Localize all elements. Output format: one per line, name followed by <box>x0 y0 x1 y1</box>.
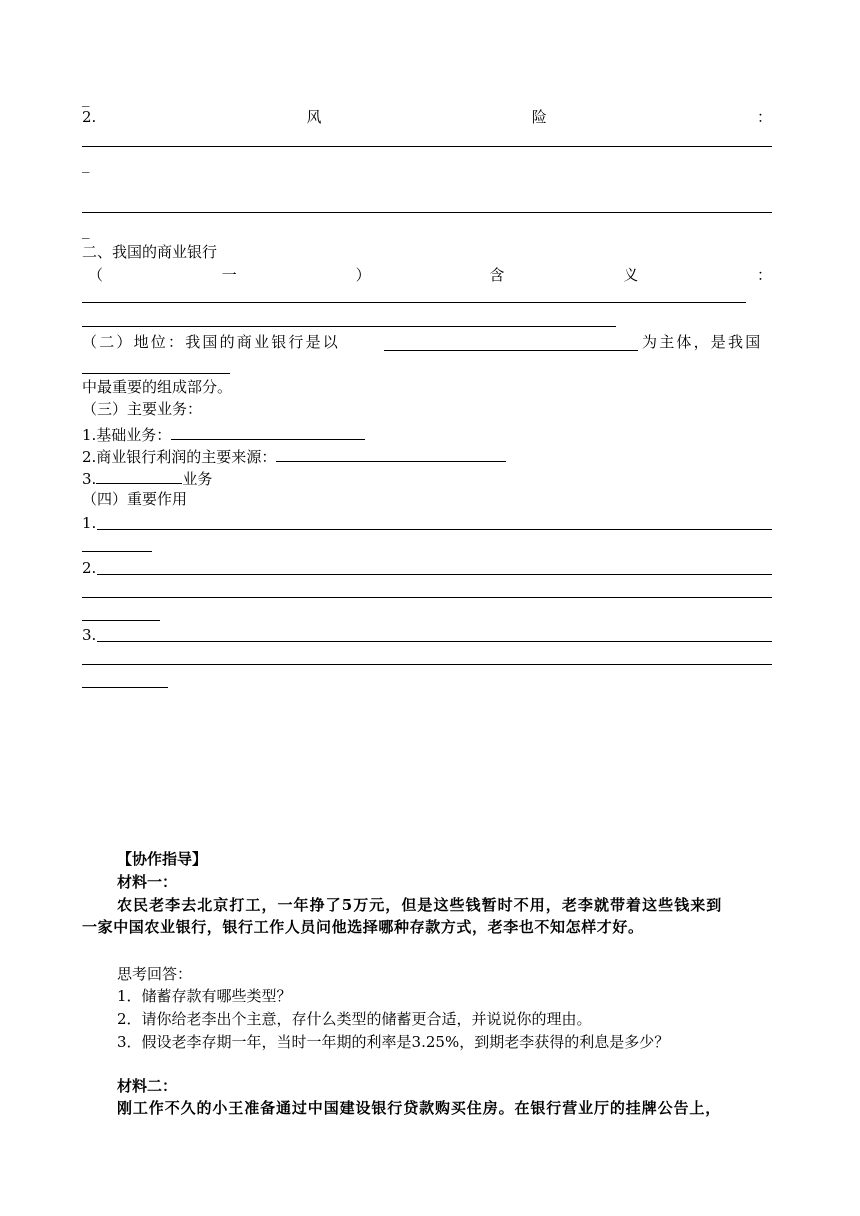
question-3: 3．假设老李存期一年，当时一年期的利率是3.25%，到期老李获得的利息是多少？ <box>117 1033 670 1051</box>
risk-colon: ： <box>756 108 772 126</box>
role-item-3-number: 3. <box>82 626 97 644</box>
answer-line[interactable] <box>82 687 168 688</box>
collab-heading: 【协作指导】 <box>117 850 208 868</box>
stray-dash: _ <box>82 155 90 173</box>
answer-line[interactable] <box>82 212 772 213</box>
section-heading: 二、我国的商业银行 <box>82 243 218 261</box>
question-1: 1．储蓄存款有哪些类型？ <box>117 987 292 1005</box>
answer-line[interactable] <box>82 664 772 665</box>
business-item-2-label: 2.商业银行利润的主要来源： <box>82 448 277 466</box>
answer-line[interactable] <box>82 551 152 552</box>
stray-dash-top: _ <box>82 89 90 107</box>
answer-line[interactable] <box>97 529 772 530</box>
business-item-2 <box>82 445 506 467</box>
answer-line[interactable] <box>82 302 746 303</box>
material2-title: 材料二： <box>117 1077 178 1095</box>
business-item-3-suffix: 业务 <box>182 470 213 488</box>
meaning-number: 一 <box>221 266 237 284</box>
business-blank-1[interactable] <box>171 423 365 440</box>
position-blank[interactable] <box>384 350 638 351</box>
business-item-3 <box>82 467 212 489</box>
risk-number: 2. <box>82 108 97 126</box>
meaning-paren-close: ） <box>355 266 371 284</box>
meaning-char-1: 含 <box>489 266 505 284</box>
risk-char-2: 险 <box>531 108 547 126</box>
material1-text-line1: 农民老李去北京打工，一年挣了5万元，但是这些钱暂时不用，老李就带着这些钱来到 <box>117 896 723 914</box>
role-item-2-number: 2. <box>82 559 97 577</box>
position-suffix: 中最重要的组成部分。 <box>82 378 233 396</box>
meaning-char-2: 义 <box>623 266 639 284</box>
position-blank-2[interactable] <box>82 373 230 374</box>
answer-line[interactable] <box>82 146 772 147</box>
business-item-1 <box>82 423 365 445</box>
meaning-colon: ： <box>756 266 772 284</box>
material1-text-line2: 一家中国农业银行，银行工作人员问他选择哪种存款方式，老李也不知怎样才好。 <box>82 918 644 936</box>
answer-line[interactable] <box>82 597 772 598</box>
role-item-1-number: 1. <box>82 514 97 532</box>
role-heading: （四）重要作用 <box>82 490 188 508</box>
business-blank-3[interactable] <box>96 467 182 484</box>
question-2: 2．请你给老李出个主意，存什么类型的储蓄更合适，并说说你的理由。 <box>117 1010 592 1028</box>
material2-text-line1: 刚工作不久的小王准备通过中国建设银行贷款购买住房。在银行营业厅的挂牌公告上， <box>117 1099 722 1117</box>
business-item-1-label: 1.基础业务： <box>82 426 172 444</box>
answer-line[interactable] <box>82 620 160 621</box>
think-heading: 思考回答： <box>117 965 193 983</box>
answer-line[interactable] <box>82 326 616 327</box>
stray-dash: _ <box>82 221 90 239</box>
material1-title: 材料一： <box>117 873 178 891</box>
business-blank-2[interactable] <box>276 445 506 462</box>
position-prefix: （二）地位：我国的商业银行是以 <box>82 333 341 351</box>
meaning-paren-open: （ <box>88 266 104 284</box>
risk-char-1: 风 <box>306 108 322 126</box>
answer-line[interactable] <box>97 641 772 642</box>
meaning-line <box>88 265 772 285</box>
risk-line <box>82 107 772 127</box>
position-mid: 为主体，是我国 <box>642 333 763 351</box>
business-heading: （三）主要业务： <box>82 400 203 418</box>
answer-line[interactable] <box>97 574 772 575</box>
business-item-3-label: 3. <box>82 470 97 488</box>
